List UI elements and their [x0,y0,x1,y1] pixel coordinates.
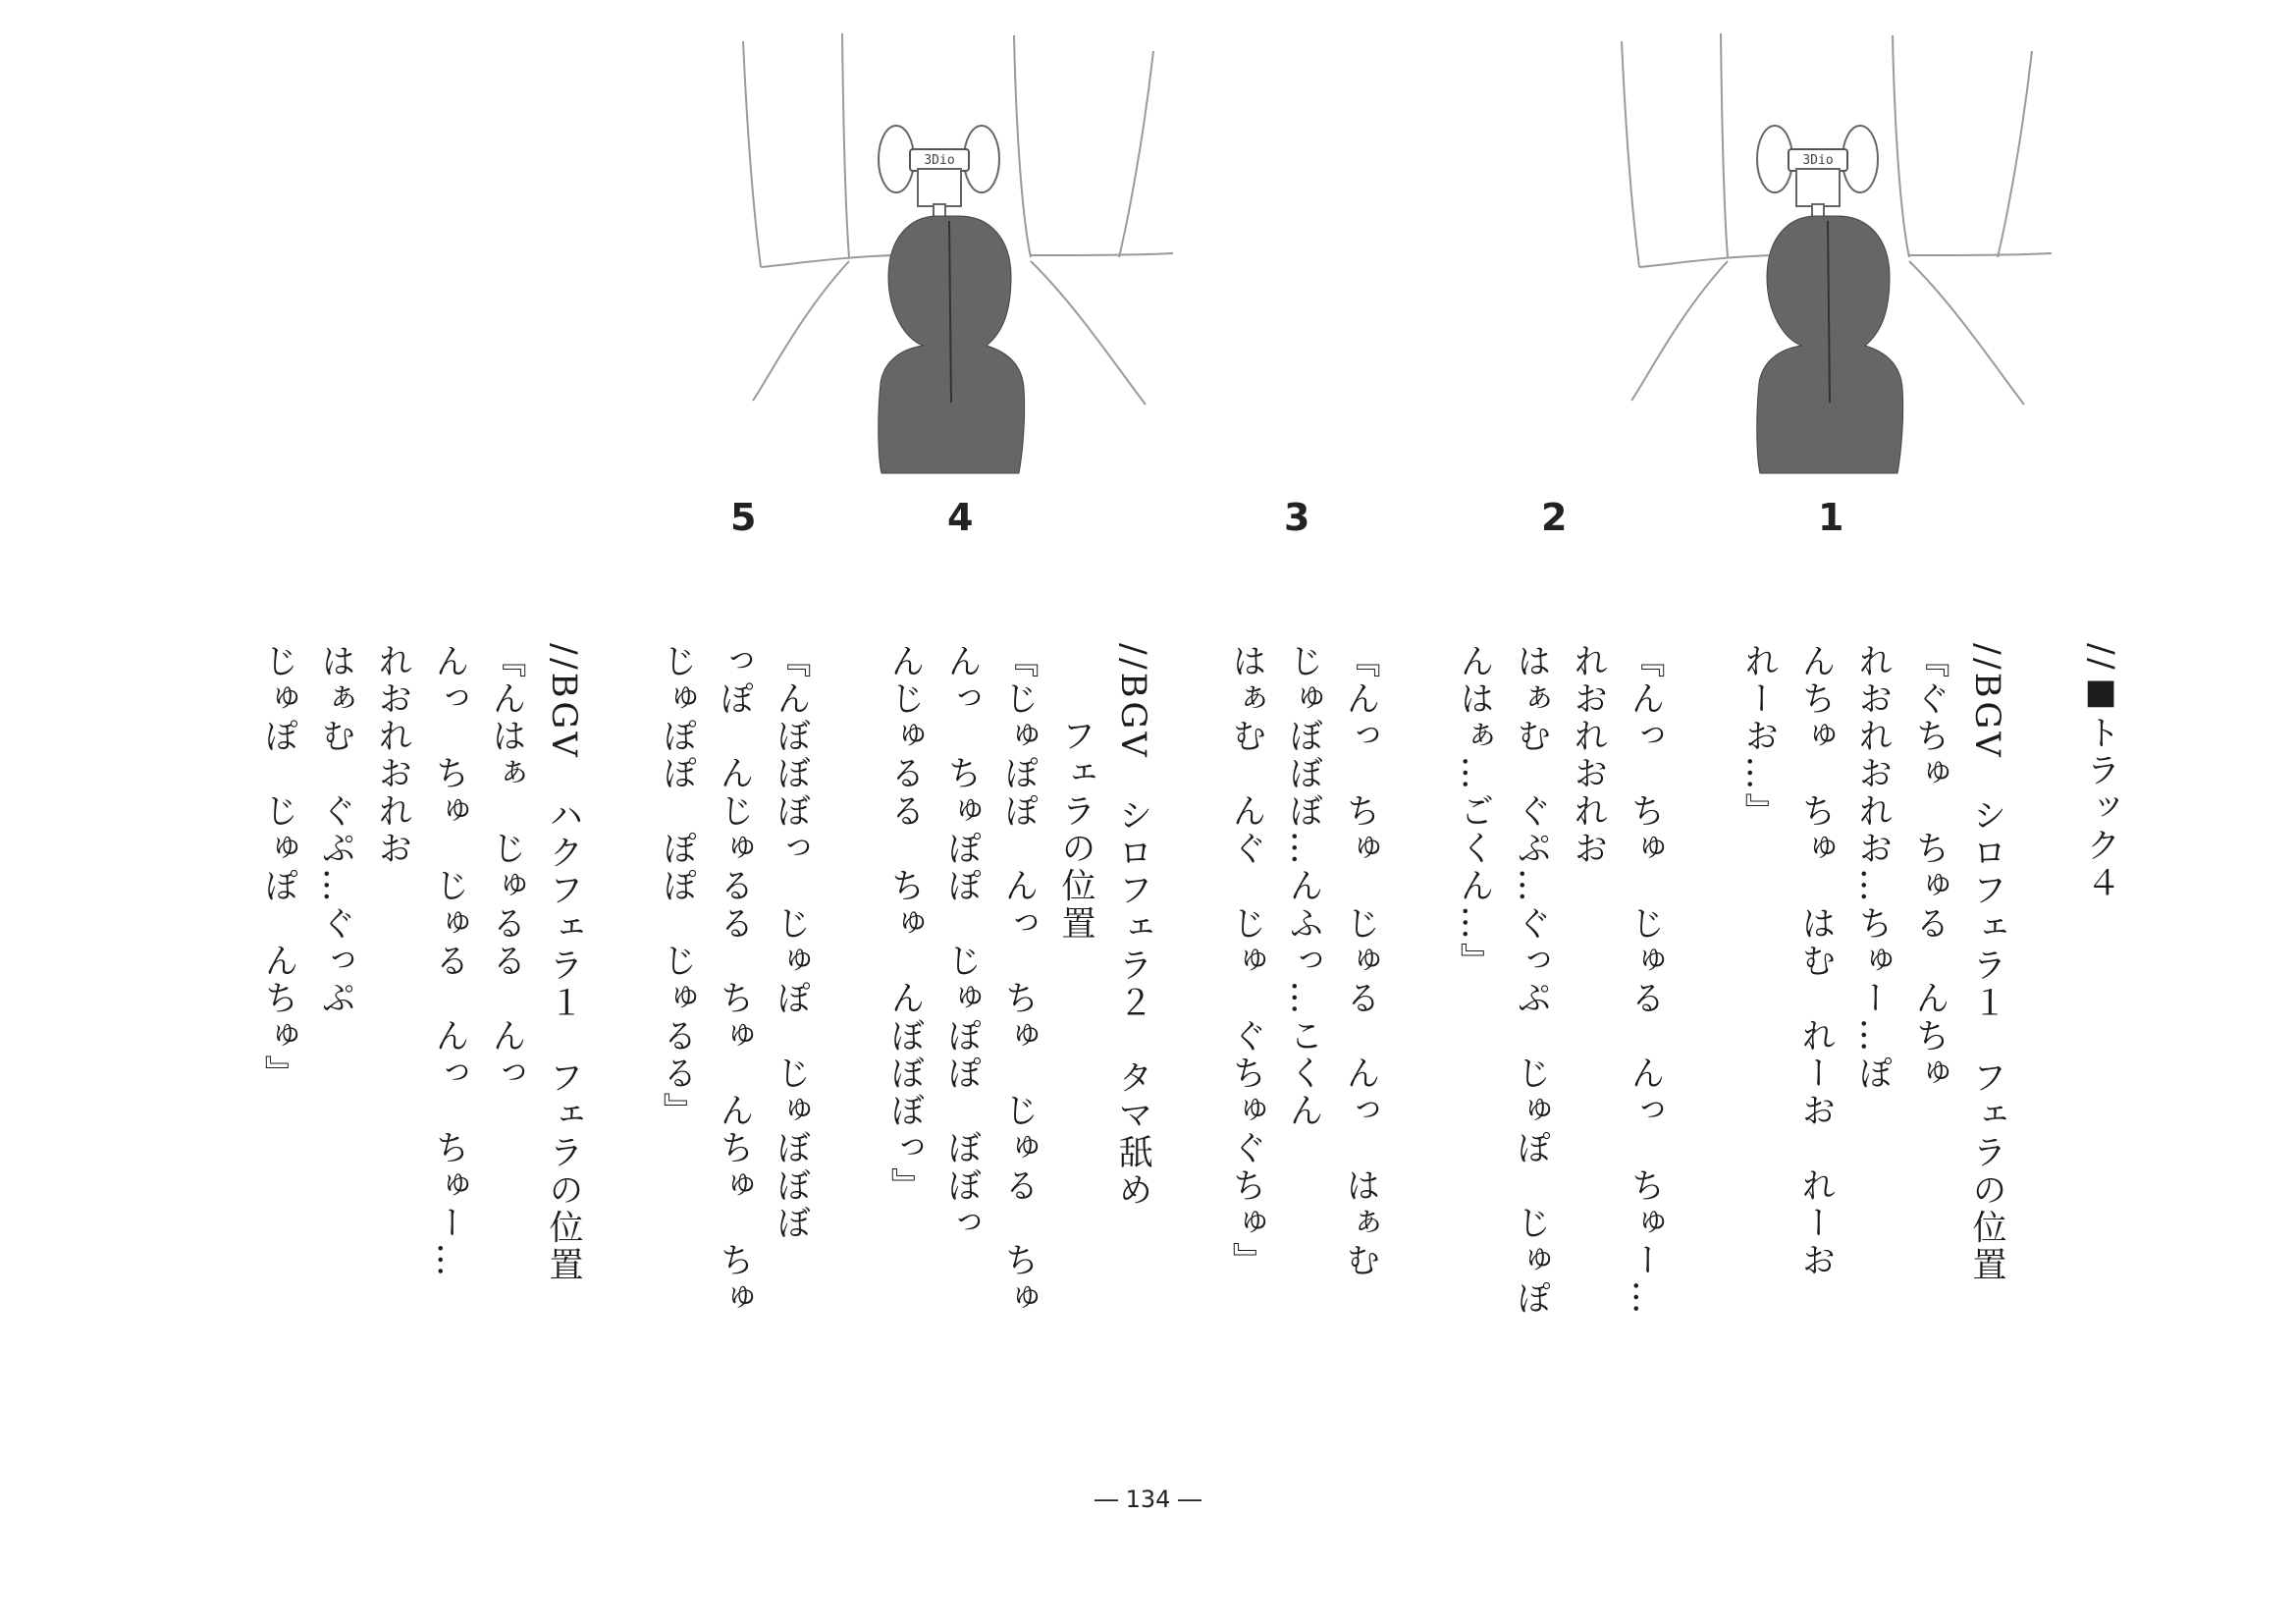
head-silhouette-diagram [741,29,1193,491]
script-line: はぁむ ぐぷ…ぐっぷ じゅぽ じゅぽ [1512,643,1551,1318]
listener-illustration-right [1620,29,2071,491]
position-number-5: 5 [730,496,757,539]
position-number-2: 2 [1541,496,1568,539]
script-line: んっ ちゅぽぽ じゅぽぽ ぼぼっ [942,643,982,1243]
script-line: じゅぼぼぼ…んふっ…こくん [1284,643,1323,1130]
script-line: 『んはぁ じゅるる んっ [487,643,526,1093]
script-line: れーお…』 [1739,643,1779,831]
script-line: はぁむ ぐぷ…ぐっぷ [316,643,355,1018]
script-heading-line: //BGV シロフェラ１ フェラの位置 [1967,643,2006,1285]
script-line: 『ぐちゅ ちゅる んちゅ [1910,643,1949,1093]
script-line: んちゅ ちゅ はむ れーお れーお [1796,643,1836,1280]
script-line: 『んっ ちゅ じゅる んっ はぁむ [1341,643,1380,1280]
script-line: んはぁ…ごくん…』 [1455,643,1494,981]
script-line: んっ ちゅ じゅる んっ ちゅー… [430,643,469,1280]
script-line: れおれおれお [373,643,412,868]
svg-text:3Dio: 3Dio [1802,153,1834,168]
script-heading-line: //BGV ハクフェラ１ フェラの位置 [544,643,583,1285]
listener-illustration-left [741,29,1193,491]
script-line: じゅぽ じゅぽ んちゅ』 [259,643,298,1093]
script-line: はぁむ んぐ じゅ ぐちゅぐちゅ』 [1227,643,1266,1280]
script-line: 『んぼぼぼっ じゅぽ じゅぼぼぼ [772,643,811,1243]
page-number: ― 134 ― [1094,1486,1202,1513]
script-line: じゅぽぽ ぽぽ じゅるる』 [658,643,697,1130]
position-number-4: 4 [947,496,974,539]
script-line: 『んっ ちゅ じゅる んっ ちゅー… [1626,643,1665,1318]
svg-text:3Dio: 3Dio [924,153,955,168]
script-line: れおれおれお…ちゅー…ぽ [1853,643,1893,1093]
script-line: フェラの位置 [1056,643,1095,944]
script-line: 『じゅぽぽ んっ ちゅ じゅる ちゅ [999,643,1039,1318]
script-line: んじゅるる ちゅ んぼぼぼっ』 [885,643,925,1206]
head-silhouette-diagram [1620,29,2071,491]
position-number-1: 1 [1818,496,1844,539]
script-heading-line: //BGV シロフェラ２ タマ舐め [1113,643,1152,1210]
script-line: れおれおれお [1569,643,1608,868]
script-line: っぽ んじゅるる ちゅ んちゅ ちゅ [715,643,754,1318]
script-heading-line: //■トラック４ [2081,643,2120,902]
position-number-3: 3 [1284,496,1310,539]
script-body [250,643,2129,1389]
